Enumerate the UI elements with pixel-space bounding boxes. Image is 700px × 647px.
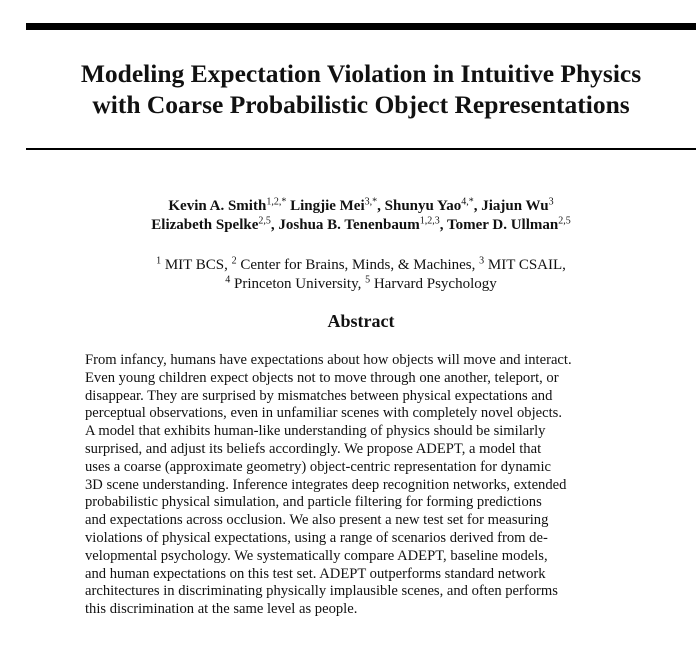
affiliation-name: Princeton University (234, 276, 358, 292)
abstract-line: and human expectations on this test set. ADEPT outperforms standard network (85, 565, 546, 582)
abstract-line: From infancy, humans have expectations about how objects will move and interact. (85, 352, 572, 368)
title-line-1: Modeling Expectation Violation in Intuitive Physics (80, 59, 642, 88)
affiliation-number: 3 (479, 255, 485, 267)
author-name: Elizabeth Spelke (151, 217, 259, 233)
affiliation-name: MIT BCS (164, 257, 225, 273)
author-name: Joshua B. Tenenbaum (278, 217, 420, 233)
top-rule (26, 23, 696, 30)
author-affiliation-marks: 1,2,3 (419, 215, 440, 227)
author-affiliation-marks: 3 (548, 196, 554, 208)
affiliation-list: $^1$ MIT BCS, $^2$ Center for Brains, Minds, & Machines, $^3$ MIT CSAIL, $^4$ Princeton University, $^5$ Harvard Psychology (156, 255, 566, 292)
author-affiliation-marks: 2,5 (558, 215, 571, 227)
affiliation-name: MIT CSAIL (487, 257, 563, 273)
abstract-line: A model that exhibits human-like understanding of physics should be similarly (85, 423, 546, 440)
author-name: Kevin A. Smith (168, 198, 267, 214)
author-affiliation-marks: 3,* (364, 196, 378, 208)
author-name: Shunyu Yao (384, 198, 462, 214)
author-list: Kevin A. Smith$^{1,2,*}$ Lingjie Mei$^{3,*}$, Shunyu Yao$^{4,*}$, Jiajun Wu$^3$ Elizabeth Spelke$^{2,5}$, Joshua B. Tenenbaum$^{1,2,3}$, Tomer D. Ullman$^{2,5}$ (151, 196, 571, 233)
abstract-body (85, 352, 645, 619)
abstract-line: perceptual observations, even in unfamiliar scenes with completely novel objects. (85, 405, 562, 422)
paper-title (26, 58, 696, 120)
author-affiliation-marks: 2,5 (258, 215, 271, 227)
author-name: Lingjie Mei (290, 198, 365, 214)
affiliation-number: 5 (365, 274, 371, 286)
abstract-line: velopmental psychology. We systematically compare ADEPT, baseline models, (85, 547, 548, 564)
abstract-line: architectures in discriminating physically implausible scenes, and often performs (85, 583, 558, 600)
affiliation-number: 4 (225, 274, 231, 286)
title-bottom-rule (26, 148, 696, 150)
abstract-line: disappear. They are surprised by mismatches between physical expectations and (85, 387, 553, 404)
title-line-2: with Coarse Probabilistic Object Representations (92, 90, 630, 119)
affiliation-number: 1 (156, 255, 162, 267)
abstract-line: surprised, and adjust its beliefs accordingly. We propose ADEPT, a model that (85, 440, 542, 457)
abstract-line: 3D scene understanding. Inference integrates deep recognition networks, extended (85, 476, 567, 493)
abstract-line: probabilistic physical simulation, and particle filtering for forming predictions (85, 494, 542, 511)
affiliation-number: 2 (231, 255, 237, 267)
affiliation-name: Center for Brains, Minds, & Machines (240, 257, 472, 273)
author-name: Tomer D. Ullman (446, 217, 559, 233)
abstract-line: and expectations across occlusion. We also present a new test set for measuring (85, 512, 549, 529)
abstract-line: uses a coarse (approximate geometry) object-centric representation for dynamic (85, 458, 551, 475)
abstract-line: violations of physical expectations, using a range of scenarios derived from de- (85, 529, 548, 546)
abstract-heading: Abstract (327, 311, 395, 331)
author-affiliation-marks: 1,2,* (266, 196, 287, 208)
abstract-line: Even young children expect objects not to move through one another, teleport, or (85, 369, 559, 386)
affiliation-name: Harvard Psychology (373, 276, 497, 292)
abstract-line: this discrimination at the same level as people. (85, 601, 358, 618)
author-affiliation-marks: 4,* (461, 196, 474, 208)
author-name: Jiajun Wu (481, 198, 549, 214)
